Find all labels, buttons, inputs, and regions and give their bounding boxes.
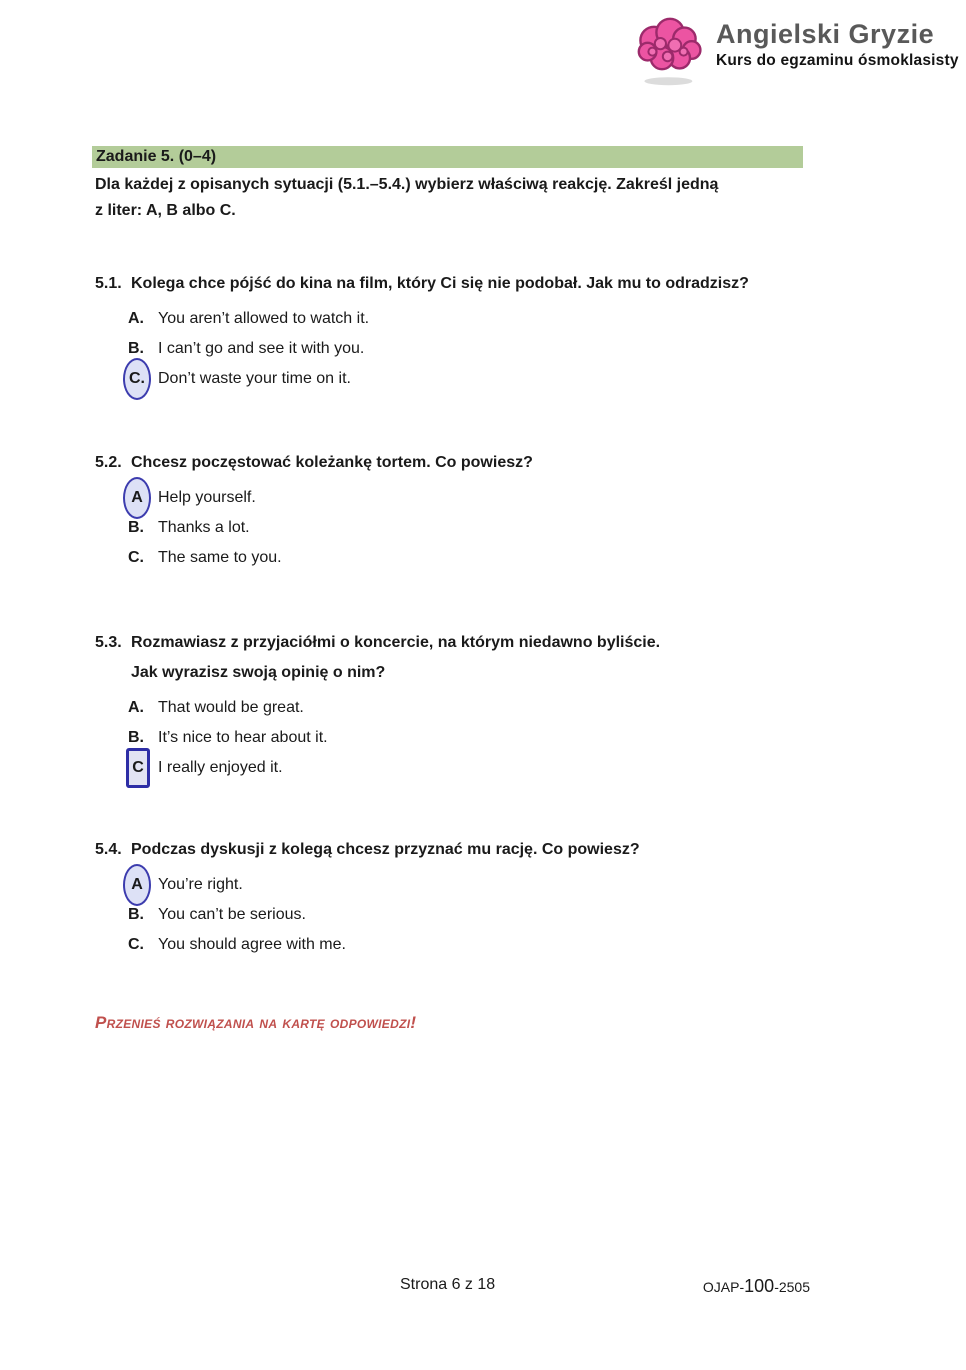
option-letter: B.: [128, 906, 144, 923]
question-prompt: [131, 631, 660, 685]
options-list: [128, 483, 875, 573]
option-text: It’s nice to hear about it.: [158, 729, 328, 746]
instructions-line-1: Dla każdej z opisanych sytuacji (5.1.–5.4.) wybierz właściwą reakcję. Zakreśl jedną: [95, 176, 719, 193]
option-letter-answer-circle: A: [123, 477, 151, 519]
footer-code-suffix: -2505: [774, 1279, 810, 1295]
footer-code-mid: 100: [744, 1276, 775, 1296]
option-letter: C.: [128, 936, 144, 953]
option-row-a: [128, 304, 875, 334]
option-letter: A.: [128, 699, 144, 716]
option-text: Don’t waste your time on it.: [158, 370, 351, 387]
option-text: That would be great.: [158, 699, 304, 716]
option-row-a: [128, 483, 875, 513]
question-5-2: [95, 451, 875, 573]
option-text: Thanks a lot.: [158, 519, 250, 536]
footer-page-number: Strona 6 z 18: [400, 1276, 496, 1293]
question-5-3: [95, 631, 875, 783]
option-letter: B.: [128, 729, 144, 746]
option-row-c: [128, 364, 875, 394]
option-row-c: [128, 543, 875, 573]
task-header-band: [92, 146, 803, 168]
options-list: [128, 304, 875, 394]
question-prompt: Podczas dyskusji z kolegą chcesz przyznać mu rację. Co powiesz?: [131, 841, 640, 858]
option-text: You should agree with me.: [158, 936, 346, 953]
option-letter: B.: [128, 340, 144, 357]
option-row-b: [128, 723, 875, 753]
option-letter: C.: [128, 549, 144, 566]
question-prompt: Chcesz poczęstować koleżankę tortem. Co powiesz?: [131, 454, 533, 471]
logo: [630, 10, 959, 90]
option-row-b: [128, 900, 875, 930]
option-letter: A.: [128, 310, 144, 327]
logo-text: [716, 10, 959, 70]
question-number: 5.4.: [95, 841, 122, 858]
question-prompt: Kolega chce pójść do kina na film, który Ci się nie podobał. Jak mu to odradzisz?: [131, 275, 749, 292]
option-text: The same to you.: [158, 549, 282, 566]
question-prompt-line-1: Rozmawiasz z przyjaciółmi o koncercie, na którym niedawno byliście.: [131, 634, 661, 651]
transfer-note: Przenieś rozwiązania na kartę odpowiedzi!: [95, 1013, 417, 1032]
options-list: [128, 870, 875, 960]
option-text: I really enjoyed it.: [158, 759, 283, 776]
option-row-b: [128, 334, 875, 364]
task-title: Zadanie 5. (0–4): [96, 148, 217, 165]
brain-logo-icon: [630, 10, 710, 90]
option-text: You’re right.: [158, 876, 243, 893]
option-letter-answer-circle: C.: [123, 358, 151, 400]
options-list: [128, 693, 875, 783]
instructions-line-2: z liter: A, B albo C.: [95, 202, 236, 219]
footer-exam-code: [703, 1276, 810, 1297]
option-text: I can’t go and see it with you.: [158, 340, 365, 357]
question-prompt-line-2: Jak wyrazisz swoją opinię o nim?: [131, 664, 386, 681]
question-5-1: [95, 272, 875, 394]
option-row-a: [128, 693, 875, 723]
option-row-c: [128, 753, 875, 783]
option-text: You can’t be serious.: [158, 906, 306, 923]
option-text: You aren’t allowed to watch it.: [158, 310, 370, 327]
question-number: 5.3.: [95, 634, 122, 651]
option-letter-answer-box: C: [126, 748, 150, 788]
option-row-a: [128, 870, 875, 900]
option-text: Help yourself.: [158, 489, 256, 506]
logo-subtitle: Kurs do egzaminu ósmoklasisty: [716, 52, 959, 69]
option-letter-answer-circle: A: [123, 864, 151, 906]
question-number: 5.1.: [95, 275, 122, 292]
question-5-4: [95, 838, 875, 960]
option-row-b: [128, 513, 875, 543]
option-letter: B.: [128, 519, 144, 536]
footer-code-prefix: OJAP-: [702, 1279, 745, 1295]
option-row-c: [128, 930, 875, 960]
logo-title: Angielski Gryzie: [716, 19, 935, 49]
task-instructions: [95, 172, 815, 224]
question-number: 5.2.: [95, 454, 122, 471]
